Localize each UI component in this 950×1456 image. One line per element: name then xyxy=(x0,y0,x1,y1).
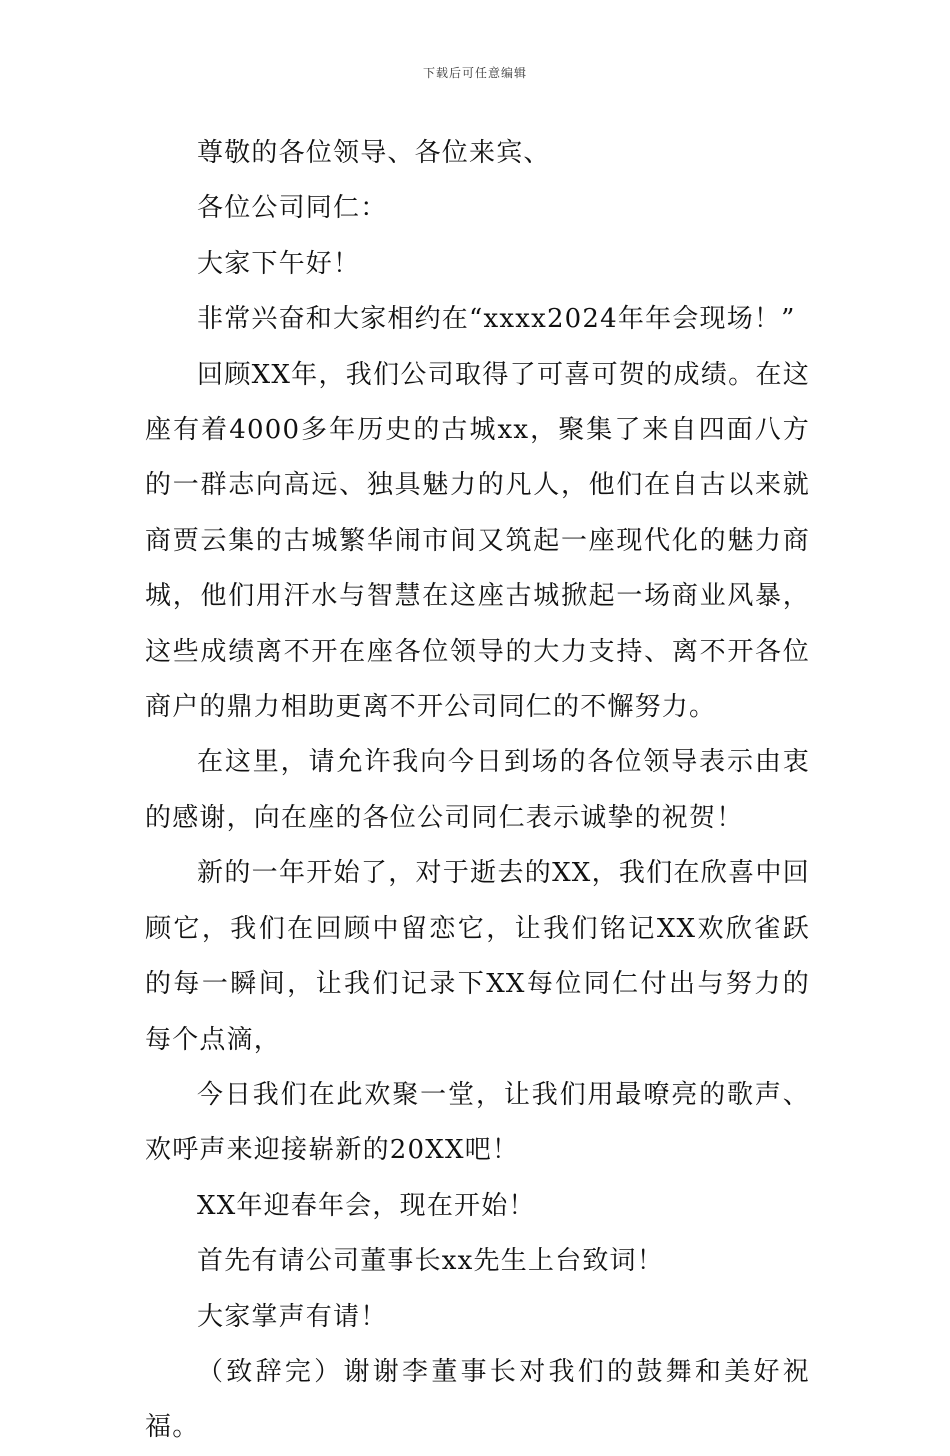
paragraph-applause: 大家掌声有请！ xyxy=(197,1301,388,1332)
paragraph-new-year: 新的一年开始了，对于逝去的XX，我们在欣喜中回顾它，我们在回顾中留恋它，让我们铭记XX欢欣雀跃的每一瞬间，让我们记录下XX每位同仁付出与努力的每个点滴， xyxy=(145,858,810,1055)
paragraph-start: XX年迎春年会，现在开始！ xyxy=(197,1190,536,1221)
document-body xyxy=(145,126,810,1456)
paragraph-excited: 非常兴奋和大家相约在“xxxx2024年年会现场！” xyxy=(197,304,796,335)
paragraph-gathering: 今日我们在此欢聚一堂，让我们用最嘹亮的歌声、欢呼声来迎接崭新的20XX吧！ xyxy=(145,1079,810,1166)
paragraph-good-afternoon: 大家下午好！ xyxy=(197,248,361,279)
paragraph-chairman: 首先有请公司董事长xx先生上台致词！ xyxy=(197,1246,664,1277)
paragraph-thanks: 在这里，请允许我向今日到场的各位领导表示由衷的感谢，向在座的各位公司同仁表示诚挚的祝贺！ xyxy=(145,747,810,833)
paragraph-closing: （致辞完）谢谢李董事长对我们的鼓舞和美好祝福。 xyxy=(145,1356,810,1443)
paragraph-greeting: 尊敬的各位领导、各位来宾、 xyxy=(197,138,551,168)
header-note: 下载后可任意编辑 xyxy=(422,66,527,80)
paragraph-review: 回顾XX年，我们公司取得了可喜可贺的成绩。在这座有着4000多年历史的古城xx，聚集了来自四面八方的一群志向高远、独具魅力的凡人，他们在自古以来就商贾云集的古城繁华闹市间又筑起一座现代化的魅力商城，他们用汗水与智慧在这座古城掀起一场商业风暴，这些成绩离不开在座各位领导的大力支持、离不开各位商户的鼎力相助更离不开公司同仁的不懈努力。 xyxy=(145,359,810,723)
paragraph-colleagues: 各位公司同仁： xyxy=(197,193,388,224)
